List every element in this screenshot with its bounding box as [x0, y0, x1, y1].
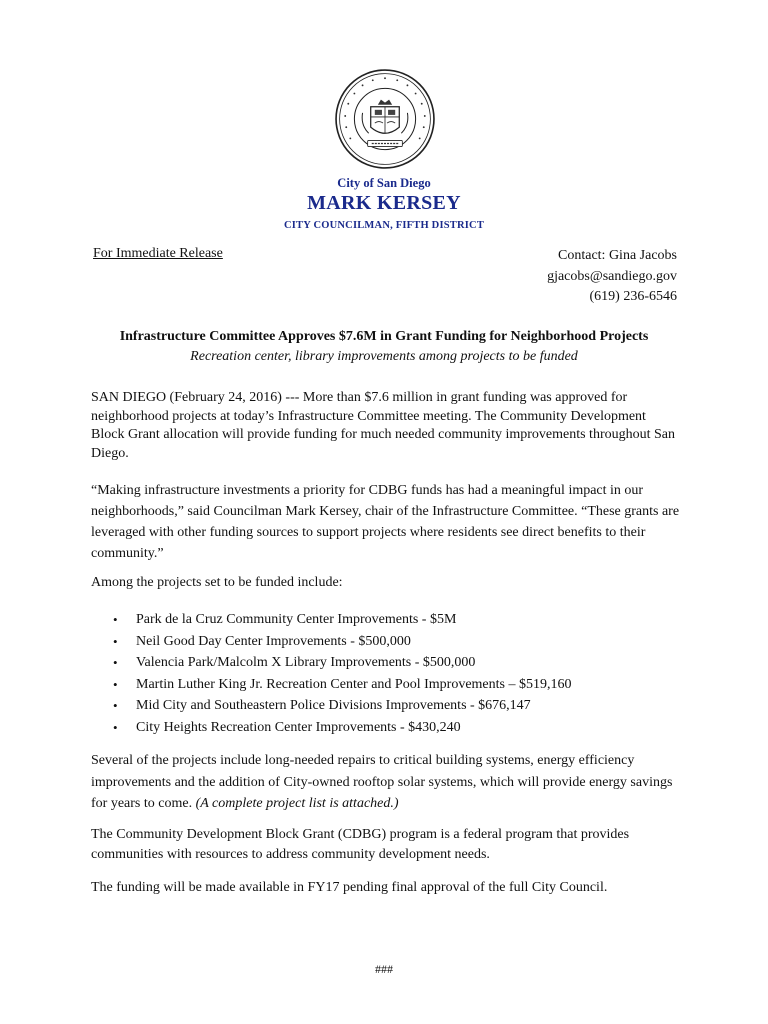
contact-phone: (619) 236-6546 [589, 289, 677, 304]
paragraph-funding: The funding will be made available in FY17 pending final approval of the full City Council. [91, 880, 608, 895]
list-item: • City Heights Recreation Center Improvements - $430,240 [91, 717, 691, 739]
letterhead-title: CITY COUNCILMAN, FIFTH DISTRICT [283, 220, 485, 231]
contact-email: gjacobs@sandiego.gov [547, 268, 677, 284]
contact-name: Contact: Gina Jacobs [558, 248, 677, 263]
paragraph-repairs-text: Several of the projects include long-needed repairs to critical building systems, energy efficiency improvements and the addition of City-owned rooftop solar systems, which will provide energy savings for years to come. [91, 753, 673, 811]
attachment-note: (A complete project list is attached.) [195, 796, 399, 811]
contact-block [547, 246, 677, 308]
list-item: • Mid City and Southeastern Police Divisions Improvements - $676,147 [91, 695, 691, 717]
paragraph-cdbg: The Community Development Block Grant (CDBG) program is a federal program that provides communities with resources to address community development needs. [91, 827, 630, 862]
city-seal-logo [334, 68, 436, 170]
list-item: • Valencia Park/Malcolm X Library Improvements - $500,000 [91, 652, 691, 674]
paragraph-quote: “Making infrastructure investments a priority for CDBG funds has had a meaningful impact in our neighborhoods,” said Councilman Mark Kersey, chair of the Infrastructure Committee. “These grants are leveraged with other funding sources to support projects where residents see direct benefits to their community.” [91, 483, 680, 561]
end-mark: ### [375, 962, 393, 976]
list-item: • Martin Luther King Jr. Recreation Center and Pool Improvements – $519,160 [91, 674, 691, 696]
project-list [91, 609, 691, 738]
subheadline: Recreation center, library improvements among projects to be funded [190, 349, 578, 364]
paragraph-intro: SAN DIEGO (February 24, 2016) --- More than $7.6 million in grant funding was approved for neighborhood projects at today’s Infrastructure Committee meeting. The Community Development Block Grant allocation will provide funding for much needed community improvements throughout San Diego. [91, 390, 675, 461]
list-item: • Park de la Cruz Community Center Improvements - $5M [91, 609, 691, 631]
list-item: • Neil Good Day Center Improvements - $500,000 [91, 631, 691, 653]
letterhead-name: MARK KERSEY [307, 192, 461, 214]
paragraph-repairs [91, 750, 681, 815]
release-label: For Immediate Release [93, 246, 223, 261]
paragraph-projects-intro: Among the projects set to be funded include: [91, 575, 343, 590]
letterhead-city: City of San Diego [337, 176, 431, 190]
headline: Infrastructure Committee Approves $7.6M in Grant Funding for Neighborhood Projects [119, 329, 649, 344]
